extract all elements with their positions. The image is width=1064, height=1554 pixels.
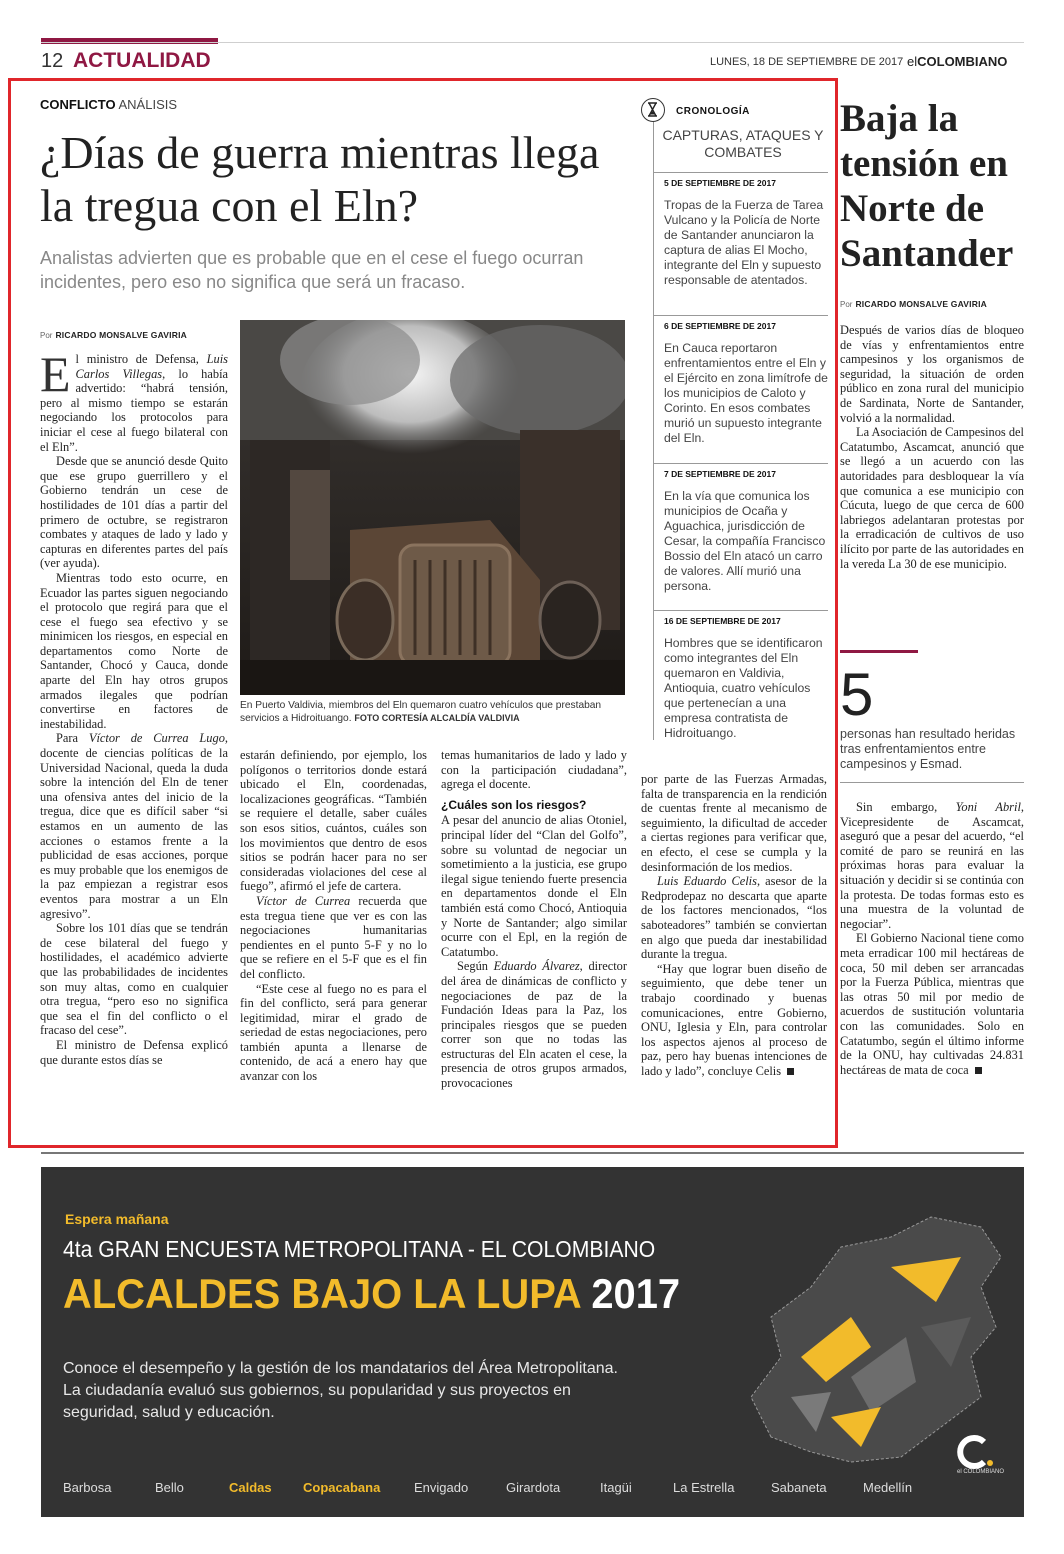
logo-caption: el COLOMBIANO — [957, 1469, 1005, 1475]
photo-illustration — [240, 320, 625, 695]
end-mark — [975, 1067, 982, 1074]
timeline-entry — [654, 463, 828, 594]
brand-name: COLOMBIANO — [917, 54, 1008, 69]
side-headline: Baja la tensión en Norte de Santander — [840, 97, 1014, 275]
photo-credit: FOTO CORTESÍA ALCALDÍA VALDIVIA — [354, 713, 520, 723]
timeline-text: En Cauca reportaron enfrentamientos entre el Eln y el Ejército en zona limítrofe de los municipios de Caloto y Corinto. En esos combates murió un supuesto integrante del Eln. — [664, 341, 828, 445]
burned-vehicle-photo — [240, 320, 625, 695]
timeline-date: 16 DE SEPTIEMBRE DE 2017 — [664, 616, 781, 626]
ad-pretitle: Espera mañana — [65, 1211, 169, 1227]
article-column-4 — [641, 772, 827, 1132]
kicker-topic: CONFLICTO — [40, 97, 116, 112]
body-paragraph: Después de varios días de bloqueo de vías y enfrentamientos entre campesinos y los organismos de seguridad, la situación de orden público en zona rural del municipio de Sardinata, Norte de Santander, volvió a la normalidad. — [840, 323, 1024, 425]
fact-text: personas han resultado heridas tras enfrentamientos entre campesinos y Esmad. — [840, 727, 1016, 771]
article-column-3 — [441, 748, 627, 1130]
article-headline: ¿Días de guerra mientras llega la tregua con el Eln? — [40, 127, 600, 231]
body-paragraph: por parte de las Fuerzas Armadas, falta de transparencia en la rendición de cuentas frente al mecanismo de seguimiento, la dificultad de acceder a ciertas regiones para verificar que, en efecto, el cese se cumpla y la desinformación de los medios. — [641, 772, 827, 874]
timeline-date: 7 DE SEPTIEMBRE DE 2017 — [664, 469, 776, 479]
timeline-date: 6 DE SEPTIEMBRE DE 2017 — [664, 321, 776, 331]
timeline-entry — [654, 610, 828, 741]
body-paragraph: temas humanitarios de lado y lado y con la participación ciudadana”, agrega el docente. — [441, 748, 627, 792]
body-paragraph: El ministro de Defensa, Luis Carlos Villegas, lo había advertido: “habrá tensión, pero al mismo tiempo se estarán negociando los protocolos para iniciar el cese al fuego bilateral con el Eln”. — [40, 352, 228, 454]
page-number: 12 — [41, 50, 64, 72]
article-column-2 — [240, 748, 427, 1130]
header-rule — [41, 42, 1024, 43]
kicker-type: ANÁLISIS — [118, 97, 178, 112]
timeline-title: CRONOLOGÍA — [676, 106, 750, 117]
el-colombiano-logo — [956, 1432, 996, 1472]
side-byline — [840, 299, 987, 309]
fact-accent-rule — [840, 650, 918, 653]
timeline-subtitle: CAPTURAS, ATAQUES Y COMBATES — [662, 127, 824, 160]
article-column-1 — [40, 352, 228, 1128]
body-paragraph: “Hay que lograr buen diseño de seguimiento, que debe tener un trabajo coordinado y buenas comunicaciones, entre Gobierno, ONU, Iglesia y Eln, para controlar los aspectos ajenos al proceso de paz, pero hay buenas intenciones de lado y lado”, concluye Celis — [641, 961, 827, 1078]
town-name: La Estrella — [673, 1480, 735, 1495]
hourglass-icon — [641, 98, 665, 122]
photo-caption — [240, 699, 625, 725]
body-paragraph: Sin embargo, Yoni Abril, Vicepresidente de Ascamcat, aseguró que a pesar del acuerdo, “el comité de paro se reunirá en las próximas horas para evaluar la situación y decidir si se continúa con la protesta. De todas formas esto es una muestra de la voluntad de negociar”. — [840, 800, 1024, 931]
town-name: Barbosa — [63, 1480, 112, 1495]
body-paragraph: Desde que se anunció desde Quito que ese grupo guerrillero y el Gobierno tendrán un cese de hostilidades de 101 días a partir del primero de octubre, se registraron combates y ataques de lado y lado y capturas en diferentes partes del país (ver ayuda). — [40, 454, 228, 571]
fact-number: 5 — [840, 661, 874, 728]
section-color-bar — [41, 38, 218, 44]
body-paragraph: Según Eduardo Álvarez, director del área de dinámicas de conflicto y negociaciones de paz de la Fundación Ideas para la Paz, los principales riesgos que se pueden correr son que no todas las estructuras del Eln acaten el cese, la presencia de otros grupos armados, provocaciones — [441, 959, 627, 1091]
byline-prefix: Por — [840, 300, 853, 309]
article-deck: Analistas advierten que es probable que en el cese el fuego ocurran incidentes, pero eso no significa que será un fracaso. — [40, 248, 584, 292]
body-paragraph: A pesar del anuncio de alias Otoniel, principal líder del “Clan del Golfo”, sobre su voluntad de negociar un sometimiento a la justicia, ese grupo ilegal sigue teniendo fuerte presencia en departamentos donde el Eln también está como Chocó, Antioquia y Norte de Santander; algo similar ocurre con el Epl, en la región de Catatumbo. — [441, 813, 627, 959]
side-column-bottom — [840, 800, 1024, 1130]
town-name: Envigado — [414, 1480, 469, 1495]
body-paragraph: estarán definiendo, por ejemplo, los polígonos o territorios donde estará ubicado el Eln, coordenadas, localizaciones geográficas. “También se requiere el detalle, saber cuáles son esos sitios, cuántos, cuáles son los movimientos que dentro de esos sitios se podrán hacer para no ser consideradas violaciones del cese al fuego”, afirmó el jefe de cartera. — [240, 748, 427, 894]
ad-title-main: ALCALDES BAJO LA LUPA — [63, 1270, 581, 1317]
town-name: Sabaneta — [771, 1480, 827, 1495]
article-byline — [40, 330, 187, 340]
ad-title-year: 2017 — [591, 1270, 681, 1317]
ad-body-text: Conoce el desempeño y la gestión de los mandatarios del Área Metropolitana. La ciudadanía evaluó sus gobiernos, su popularidad y sus proyectos en seguridad, salud y educación. — [63, 1360, 618, 1421]
body-paragraph: Sobre los 101 días que se tendrán de cese bilateral del fuego y hostilidades, el académico advierte que las probabilidades de incidentes son muy altas, como en cualquier otra tregua, “pero eso no significa que sea el fin del conflicto o el fracaso del cese”. — [40, 921, 228, 1038]
body-paragraph: “Este cese al fuego no es para el fin del conflicto, será para generar legitimidad, mirar el grado de seriedad de estas negociaciones, pero también apunta a llenarse de contenido, de acá a enero hay que avanzar con los — [240, 981, 427, 1084]
ad-title-line1: 4ta GRAN ENCUESTA METROPOLITANA - EL COLOMBIANO — [63, 1236, 656, 1262]
timeline-text: En la vía que comunica los municipios de Ocaña y Aguachica, jurisdicción de Cesar, la compañía Francisco Bossio del Eln atacó un carro de valores. Allí murió una persona. — [664, 489, 826, 593]
body-paragraph: Luis Eduardo Celis, asesor de la Redprodepaz no descarta que aparte de los factores mencionados, “los saboteadores” también se conviertan en algo que pueda dar inestabilidad durante la tregua. — [641, 874, 827, 962]
caption-text: En Puerto Valdivia, miembros del Eln quemaron cuatro vehículos que prestaban servicios a Hidroituango. — [240, 700, 602, 724]
ad-title-line2 — [63, 1270, 680, 1318]
fact-divider — [840, 782, 1024, 783]
town-name: Medellín — [863, 1480, 913, 1495]
town-name: Itagüi — [600, 1480, 632, 1495]
body-paragraph: El ministro de Defensa explicó que durante estos días se — [40, 1037, 228, 1067]
article-bottom-rule — [41, 1152, 1024, 1154]
byline-name: RICARDO MONSALVE GAVIRIA — [55, 330, 187, 340]
body-paragraph: Víctor de Currea recuerda que esta tregua tiene que ver es con las negociaciones humanitarias pendientes en el punto 5-F y no lo que se refiere en el 5-F que es el fin del conflicto. — [240, 893, 427, 981]
side-column-top — [840, 323, 1024, 627]
timeline-text: Hombres que se identificaron como integrantes del Eln quemaron en Valdivia, Antioquia, cuatro vehículos que pertenecían a una empresa contratista de Hidroituango. — [664, 636, 823, 740]
timeline-text: Tropas de la Fuerza de Tarea Vulcano y la Policía de Norte de Santander anunciaron la captura de alias El Mocho, integrante del Eln y supuesto responsable de atentados. — [664, 198, 824, 287]
newspaper-brand — [907, 54, 1007, 69]
byline-prefix: Por — [40, 331, 53, 340]
body-paragraph: Mientras todo esto ocurre, en Ecuador las partes siguen negociando el protocolo que regirá para que el cese el fuego sea efectivo y se minimicen los riesgos, en especial en departamentos como Norte de Santander, Chocó y Cauca, donde aparte del Eln hay otros grupos armados ilegales que podrían convertirse en factores de inestabilidad. — [40, 570, 228, 731]
timeline-entry — [654, 172, 828, 288]
drop-cap: E — [40, 352, 71, 402]
town-name: Bello — [155, 1480, 184, 1495]
article-kicker — [40, 97, 177, 112]
town-name: Caldas — [229, 1480, 272, 1495]
advertisement[interactable] — [41, 1167, 1024, 1517]
section-label: ACTUALIDAD — [73, 49, 211, 72]
edition-date: LUNES, 18 DE SEPTIEMBRE DE 2017 — [710, 56, 904, 68]
body-paragraph: La Asociación de Campesinos del Catatumbo, Ascamcat, anunció que se llegó a un acuerdo con las autoridades para desbloquear la vía que comunica a ese municipio con Cúcuta, luego de que cerca de 600 labriegos adelantaran protestas por la erradicación de cultivos de uso ilícito por parte de las autoridades en la vereda La 30 de ese municipio. — [840, 425, 1024, 571]
article-subhead: ¿Cuáles son los riesgos? — [441, 797, 587, 812]
brand-prefix: el — [907, 54, 918, 69]
town-name: Copacabana — [303, 1480, 381, 1495]
page-header — [41, 38, 1024, 74]
body-paragraph: Para Víctor de Currea Lugo, docente de ciencias políticas de la Universidad Nacional, queda la duda sobre la intención del Eln de tener una ofensiva antes del inicio de la tregua, dice que es difícil saber “si estamos en un aumento de las acciones o estamos frente a la publicidad de esas acciones, porque es muy probable que los enemigos de la paz empiezan a registrar esos eventos para mostrar a un Eln agresivo”. — [40, 731, 228, 921]
timeline-box — [650, 98, 828, 742]
body-paragraph: El Gobierno Nacional tiene como meta erradicar 100 mil hectáreas de coca, 50 mil deben ser arrancadas por la Fuerza Pública, mientras que las otras 50 mil por medio de acuerdos de sustitución voluntaria con las comunidades. Solo en Catatumbo, según el último informe de la ONU, hay cultivadas 24.831 hectáreas de mata de coca — [840, 931, 1024, 1077]
end-mark — [787, 1068, 794, 1075]
hourglass-glyph — [642, 99, 663, 120]
timeline-entry — [654, 315, 828, 446]
byline-name: RICARDO MONSALVE GAVIRIA — [855, 299, 987, 309]
timeline-date: 5 DE SEPTIEMBRE DE 2017 — [664, 178, 776, 188]
town-name: Girardota — [506, 1480, 561, 1495]
